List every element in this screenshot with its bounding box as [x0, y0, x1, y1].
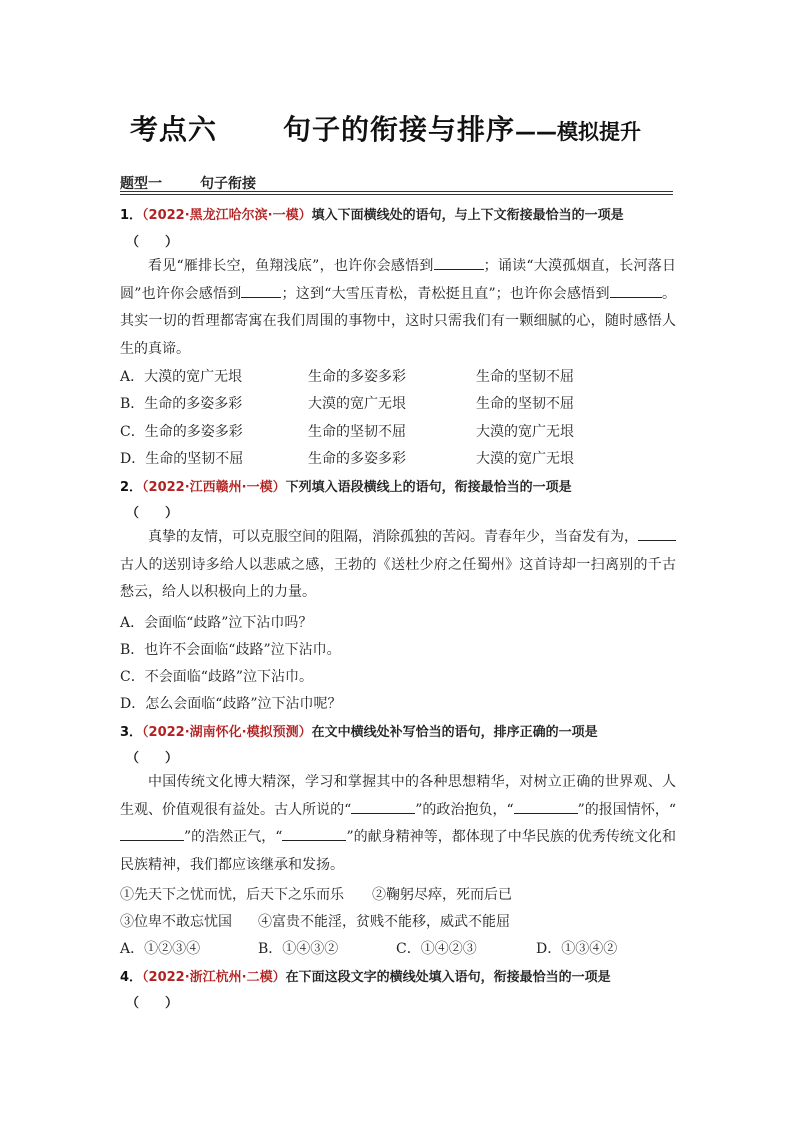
- option-d-col3: 大漠的宽广无垠: [476, 451, 574, 467]
- question-3-passage: [120, 769, 676, 879]
- fill-blank: [120, 826, 184, 841]
- item-2: ②鞠躬尽瘁，死而后已: [372, 887, 512, 903]
- item-1: ①先天下之忧而忧，后天下之乐而乐: [120, 887, 344, 903]
- question-source: （2022·黑龙江哈尔滨·一模）: [142, 208, 312, 223]
- fill-blank: [241, 283, 281, 298]
- answer-paren: （ ）: [126, 751, 179, 766]
- passage-text: ；诵读“大漠孤烟直，长河落日圆”也许你会感悟到: [120, 258, 676, 302]
- question-number: 2．: [120, 480, 143, 495]
- option-d: D．怎么会面临“歧路”泣下沾巾呢？: [120, 696, 342, 712]
- passage-text: ”的报国情怀，“: [577, 801, 676, 818]
- question-source: （2022·湖南怀化·模拟预测）: [142, 725, 312, 740]
- option-a: A．大漠的宽广无垠: [120, 369, 243, 385]
- section-name: 句子衔接: [200, 176, 256, 192]
- fill-blank: [514, 799, 578, 814]
- item-4: ④富贵不能淫，贫贱不能移，威武不能屈: [258, 914, 510, 930]
- page-title: [130, 108, 641, 148]
- answer-paren: （ ）: [126, 235, 179, 250]
- option-b-col2: 大漠的宽广无垠: [308, 396, 406, 412]
- title-part3: ——模拟提升: [515, 120, 642, 144]
- question-number: 4．: [120, 970, 143, 985]
- option-d: D．生命的坚韧不屈: [120, 451, 244, 467]
- question-2-passage: [120, 524, 676, 607]
- section-rule: [120, 194, 673, 195]
- question-stem: 下列填入语段横线上的语句，衔接最恰当的一项是: [285, 480, 572, 495]
- option-d: D．①③④②: [536, 941, 618, 957]
- option-b: B．也许不会面临“歧路”泣下沾巾。: [120, 642, 341, 658]
- option-b: B．生命的多姿多彩: [120, 396, 243, 412]
- option-a-col2: 生命的多姿多彩: [308, 369, 406, 385]
- title-part2: 句子的衔接与排序: [283, 113, 516, 146]
- item-3: ③位卑不敢忘忧国: [120, 914, 232, 930]
- section-rule: [120, 191, 673, 192]
- question-source: （2022·江西赣州·一模）: [142, 480, 286, 495]
- fill-blank: [434, 255, 484, 270]
- option-b-col3: 生命的坚韧不屈: [476, 396, 574, 412]
- option-c-col2: 生命的坚韧不屈: [308, 424, 406, 440]
- question-source: （2022·浙江杭州·二模）: [142, 970, 286, 985]
- answer-paren: （ ）: [126, 506, 179, 521]
- fill-blank: [610, 283, 662, 298]
- passage-text: ”的浩然正气，“: [184, 829, 283, 845]
- passage-text: ”的献身精神等，都体现了中华民族的优秀传统文化和民族精神，我们都应该继承和发扬。: [120, 829, 676, 873]
- question-stem: 填入下面横线处的语句，与上下文衔接最恰当的一项是: [311, 208, 624, 223]
- option-a: A．①②③④: [120, 941, 201, 957]
- passage-text: 中国传统文化博大精深，学习和掌握其中的各种思想精华，对树立正确的世界观、人生观、价值观很有益处。古人所说的“: [120, 774, 676, 818]
- question-stem: 在下面这段文字的横线处填入语句，衔接最恰当的一项是: [285, 970, 611, 985]
- question-3-heading: [120, 721, 676, 740]
- passage-text: 真挚的友情，可以克服空间的阻隔，消除孤独的苦闷。青春年少，当奋发有为，: [148, 529, 638, 545]
- question-stem: 在文中横线处补写恰当的语句，排序正确的一项是: [311, 725, 598, 740]
- fill-blank: [282, 826, 346, 841]
- question-number: 3．: [120, 725, 143, 740]
- section-header: [120, 173, 673, 191]
- question-number: 1．: [120, 208, 143, 223]
- option-c: C．不会面临“歧路”泣下沾巾。: [120, 669, 314, 685]
- option-d-col2: 生命的多姿多彩: [308, 451, 406, 467]
- question-4-heading: [120, 966, 676, 985]
- question-2-heading: [120, 476, 676, 495]
- answer-paren: （ ）: [126, 996, 179, 1011]
- fill-blank: [351, 799, 415, 814]
- option-c: C．生命的多姿多彩: [120, 424, 243, 440]
- option-a: A．会面临“歧路”泣下沾巾吗？: [120, 615, 313, 631]
- question-1-passage: [120, 253, 676, 363]
- passage-text: ”的政治抱负，“: [415, 801, 514, 818]
- title-part1: 考点六: [130, 113, 218, 146]
- passage-text: 。其实一切的哲理都寄寓在我们周围的事物中，这时只需我们有一颗细腻的心，随时感悟人生的真谛。: [120, 285, 676, 357]
- option-b: B．①④③②: [258, 941, 339, 957]
- passage-text: 看见“雁排长空，鱼翔浅底”，也许你会感悟到: [148, 258, 434, 274]
- option-c-col3: 大漠的宽广无垠: [476, 424, 574, 440]
- option-a-col3: 生命的坚韧不屈: [476, 369, 574, 385]
- passage-text: 古人的送别诗多给人以悲戚之感，王勃的《送杜少府之任蜀州》这首诗却一扫离别的千古愁云，给人以积极向上的力量。: [120, 556, 676, 600]
- passage-text: ；这到“大雪压青松，青松挺且直”；也许你会感悟到: [281, 285, 610, 302]
- fill-blank: [638, 526, 676, 541]
- option-c: C．①④②③: [396, 941, 477, 957]
- section-label: 题型一: [120, 176, 162, 192]
- question-1-heading: [120, 204, 676, 223]
